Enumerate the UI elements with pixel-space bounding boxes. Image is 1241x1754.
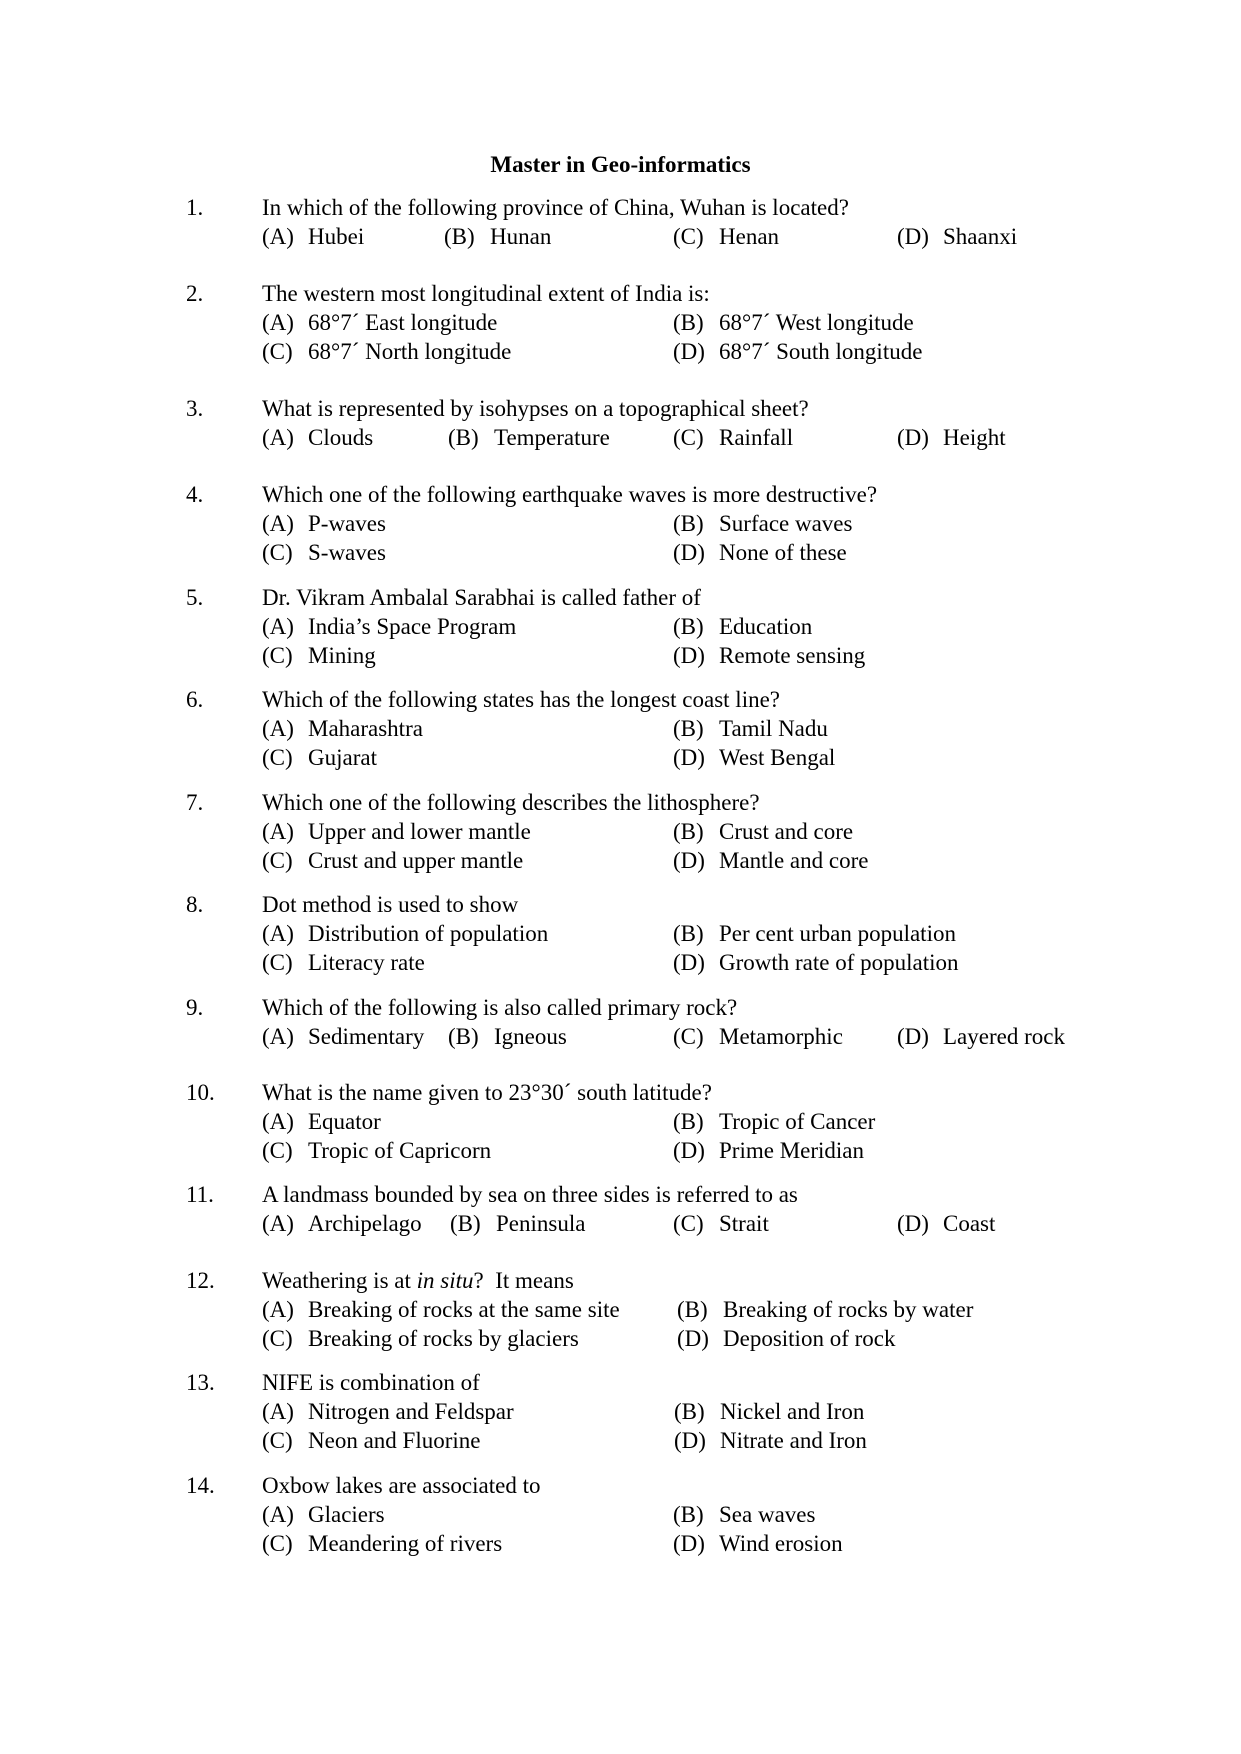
option-label: (B) (673, 511, 704, 536)
option-d (897, 423, 1006, 452)
option-b (448, 1022, 567, 1051)
question-number: 11. (186, 1182, 214, 1207)
question-text-italic: in situ (416, 1268, 474, 1293)
option-text: India’s Space Program (308, 614, 517, 639)
option-text: Shaanxi (943, 224, 1018, 249)
question-number: 12. (186, 1268, 215, 1293)
option-label: (C) (262, 1326, 293, 1351)
option-a (262, 1397, 514, 1426)
option-b (673, 919, 956, 948)
option-b (448, 423, 610, 452)
question-text: What is represented by isohypses on a topographical sheet? (262, 396, 809, 421)
option-text: Crust and core (719, 819, 854, 844)
option-text: S-waves (308, 540, 386, 565)
option-text: Gujarat (308, 745, 377, 770)
option-a (262, 714, 423, 743)
question-number: 3. (186, 396, 204, 421)
question-number: 4. (186, 482, 204, 507)
option-text: Peninsula (496, 1211, 586, 1236)
option-text: Sedimentary (308, 1024, 425, 1049)
option-label: (D) (897, 224, 929, 249)
option-text: 68°7´ North longitude (308, 339, 512, 364)
option-a (262, 1209, 422, 1238)
question-number: 6. (186, 687, 204, 712)
option-label: (A) (262, 716, 294, 741)
option-label: (C) (262, 1428, 293, 1453)
option-label: (A) (262, 819, 294, 844)
option-c (673, 1209, 769, 1238)
option-c (673, 423, 793, 452)
option-text: West Bengal (719, 745, 836, 770)
option-d (673, 641, 865, 670)
option-text: Surface waves (719, 511, 853, 536)
option-a (262, 1022, 424, 1051)
option-d (897, 1022, 1065, 1051)
option-text: Crust and upper mantle (308, 848, 524, 873)
option-d (897, 222, 1017, 251)
option-text: Prime Meridian (719, 1138, 864, 1163)
option-b (673, 612, 812, 641)
option-label: (C) (262, 643, 293, 668)
question-number: 5. (186, 585, 204, 610)
option-text: Breaking of rocks at the same site (308, 1297, 620, 1322)
option-label: (C) (262, 950, 293, 975)
option-a (262, 1107, 381, 1136)
option-c (262, 948, 425, 977)
option-label: (D) (673, 1531, 705, 1556)
option-label: (B) (450, 1211, 481, 1236)
option-text: Breaking of rocks by water (723, 1297, 974, 1322)
question-text: Which one of the following describes the lithosphere? (262, 790, 760, 815)
option-text: P-waves (308, 511, 386, 536)
option-text: Strait (719, 1211, 769, 1236)
option-a (262, 612, 516, 641)
option-text: Tropic of Capricorn (308, 1138, 492, 1163)
option-c (262, 1136, 491, 1165)
option-label: (D) (897, 1211, 929, 1236)
option-label: (B) (677, 1297, 708, 1322)
option-b (673, 509, 852, 538)
option-text: Meandering of rivers (308, 1531, 503, 1556)
option-b (673, 714, 828, 743)
option-text: Breaking of rocks by glaciers (308, 1326, 579, 1351)
option-d (673, 743, 835, 772)
option-label: (B) (673, 819, 704, 844)
option-label: (A) (262, 1024, 294, 1049)
option-label: (A) (262, 614, 294, 639)
option-text: Metamorphic (719, 1024, 843, 1049)
option-label: (A) (262, 921, 294, 946)
option-c (262, 846, 523, 875)
option-b (444, 222, 551, 251)
option-label: (C) (673, 1024, 704, 1049)
option-label: (D) (897, 425, 929, 450)
option-text: Igneous (494, 1024, 567, 1049)
question-text-post: ? It means (473, 1268, 574, 1293)
option-text: Henan (719, 224, 780, 249)
option-text: Equator (308, 1109, 381, 1134)
question-text: Dot method is used to show (262, 892, 519, 917)
option-text: Hunan (490, 224, 552, 249)
option-label: (B) (673, 716, 704, 741)
option-label: (B) (444, 224, 475, 249)
question-number: 14. (186, 1473, 215, 1498)
option-label: (A) (262, 1109, 294, 1134)
question-text: What is the name given to 23°30´ south latitude? (262, 1080, 712, 1105)
question-text: A landmass bounded by sea on three sides is referred to as (262, 1182, 798, 1207)
option-d (677, 1324, 895, 1353)
option-text: Clouds (308, 425, 374, 450)
option-a (262, 222, 364, 251)
option-text: Distribution of population (308, 921, 549, 946)
option-label: (D) (673, 643, 705, 668)
option-b (673, 1500, 815, 1529)
option-b (673, 308, 914, 337)
option-label: (A) (262, 1297, 294, 1322)
option-text: Wind erosion (719, 1531, 843, 1556)
option-c (262, 538, 386, 567)
option-d (673, 948, 959, 977)
option-d (673, 337, 922, 366)
option-c (673, 222, 779, 251)
option-label: (D) (674, 1428, 706, 1453)
option-text: Archipelago (308, 1211, 422, 1236)
option-a (262, 1295, 620, 1324)
option-c (262, 641, 376, 670)
option-text: Growth rate of population (719, 950, 959, 975)
option-label: (A) (262, 1399, 294, 1424)
option-c (262, 1529, 502, 1558)
option-label: (A) (262, 224, 294, 249)
page-title: Master in Geo-informatics (490, 152, 751, 177)
option-text: 68°7´ East longitude (308, 310, 498, 335)
question-text: Dr. Vikram Ambalal Sarabhai is called father of (262, 585, 701, 610)
option-label: (C) (262, 540, 293, 565)
option-b (673, 1107, 875, 1136)
option-text: 68°7´ West longitude (719, 310, 914, 335)
option-b (677, 1295, 973, 1324)
option-text: Temperature (494, 425, 610, 450)
option-label: (B) (448, 425, 479, 450)
option-text: Sea waves (719, 1502, 816, 1527)
option-label: (B) (673, 310, 704, 335)
option-text: Tropic of Cancer (719, 1109, 876, 1134)
option-label: (D) (673, 1138, 705, 1163)
question-text (262, 1266, 574, 1295)
option-label: (A) (262, 310, 294, 335)
question-number: 1. (186, 195, 204, 220)
question-text: Which of the following is also called primary rock? (262, 995, 738, 1020)
option-b (450, 1209, 585, 1238)
option-text: Tamil Nadu (719, 716, 828, 741)
option-d (673, 1136, 864, 1165)
option-b (673, 817, 853, 846)
option-text: Mining (308, 643, 376, 668)
option-label: (A) (262, 1502, 294, 1527)
option-label: (D) (673, 745, 705, 770)
option-label: (B) (674, 1399, 705, 1424)
option-text: Height (943, 425, 1006, 450)
question-text: Which one of the following earthquake waves is more destructive? (262, 482, 878, 507)
question-number: 8. (186, 892, 204, 917)
option-label: (A) (262, 425, 294, 450)
option-label: (C) (673, 1211, 704, 1236)
option-text: Remote sensing (719, 643, 866, 668)
option-c (262, 1426, 480, 1455)
option-d (673, 538, 847, 567)
option-text: Neon and Fluorine (308, 1428, 481, 1453)
question-number: 9. (186, 995, 204, 1020)
question-text: The western most longitudinal extent of India is: (262, 281, 710, 306)
option-text: Nickel and Iron (720, 1399, 865, 1424)
option-label: (D) (673, 339, 705, 364)
option-label: (C) (262, 339, 293, 364)
option-label: (D) (897, 1024, 929, 1049)
question-number: 2. (186, 281, 204, 306)
question-text: Which of the following states has the longest coast line? (262, 687, 781, 712)
option-label: (B) (448, 1024, 479, 1049)
option-label: (C) (262, 745, 293, 770)
question-text-pre: Weathering is at (262, 1268, 417, 1293)
question-text: In which of the following province of China, Wuhan is located? (262, 195, 849, 220)
option-label: (C) (262, 848, 293, 873)
option-text: Mantle and core (719, 848, 869, 873)
option-label: (B) (673, 1109, 704, 1134)
option-c (262, 1324, 579, 1353)
option-label: (B) (673, 921, 704, 946)
option-b (674, 1397, 864, 1426)
option-a (262, 509, 386, 538)
question-text: Oxbow lakes are associated to (262, 1473, 541, 1498)
option-text: Per cent urban population (719, 921, 956, 946)
option-text: Literacy rate (308, 950, 425, 975)
question-number: 7. (186, 790, 204, 815)
option-text: Nitrate and Iron (720, 1428, 867, 1453)
option-d (673, 1529, 843, 1558)
option-text: Deposition of rock (723, 1326, 896, 1351)
option-label: (B) (673, 1502, 704, 1527)
option-a (262, 308, 497, 337)
option-label: (A) (262, 511, 294, 536)
option-text: Maharashtra (308, 716, 423, 741)
option-text: Coast (943, 1211, 996, 1236)
option-label: (C) (673, 224, 704, 249)
option-text: 68°7´ South longitude (719, 339, 923, 364)
option-text: Upper and lower mantle (308, 819, 531, 844)
option-label: (C) (262, 1531, 293, 1556)
option-text: Nitrogen and Feldspar (308, 1399, 514, 1424)
option-label: (C) (262, 1138, 293, 1163)
question-text: NIFE is combination of (262, 1370, 480, 1395)
option-a (262, 1500, 385, 1529)
option-a (262, 919, 548, 948)
option-text: Education (719, 614, 813, 639)
option-label: (D) (677, 1326, 709, 1351)
option-text: None of these (719, 540, 847, 565)
option-text: Rainfall (719, 425, 794, 450)
option-c (262, 743, 377, 772)
option-c (262, 337, 511, 366)
option-text: Hubei (308, 224, 365, 249)
option-label: (C) (673, 425, 704, 450)
question-number: 13. (186, 1370, 215, 1395)
option-label: (D) (673, 848, 705, 873)
option-label: (D) (673, 540, 705, 565)
option-d (673, 846, 868, 875)
option-label: (A) (262, 1211, 294, 1236)
option-d (674, 1426, 867, 1455)
option-c (673, 1022, 843, 1051)
option-a (262, 423, 373, 452)
option-a (262, 817, 531, 846)
option-text: Layered rock (943, 1024, 1065, 1049)
question-number: 10. (186, 1080, 215, 1105)
option-label: (B) (673, 614, 704, 639)
option-label: (D) (673, 950, 705, 975)
option-text: Glaciers (308, 1502, 385, 1527)
option-d (897, 1209, 995, 1238)
